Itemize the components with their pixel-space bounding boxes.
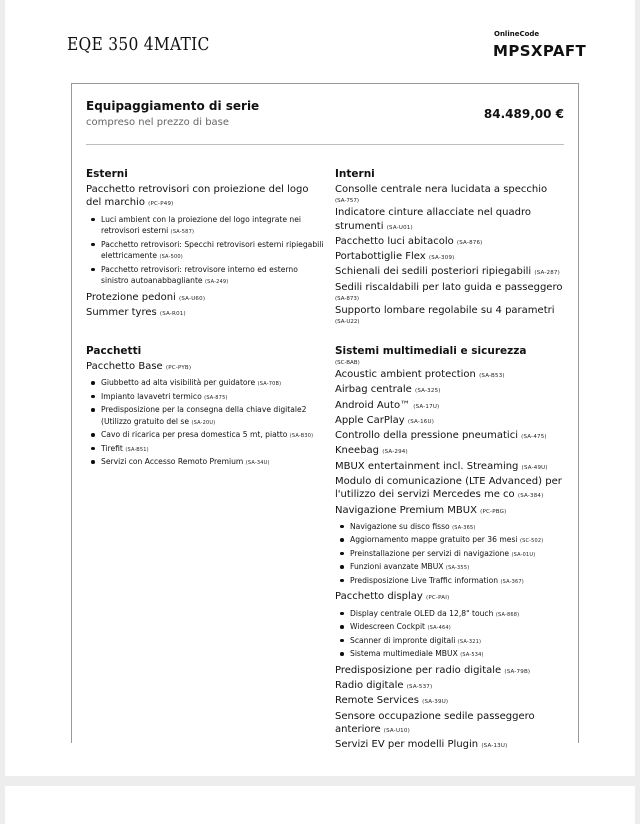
list-item: Modulo di comunicazione (LTE Advanced) per l'utilizzo dei servizi Mercedes me co (SA-384) <box>335 476 562 501</box>
divider <box>86 144 564 145</box>
section-title: Esterni <box>86 168 128 180</box>
sub-list <box>90 214 324 289</box>
item-code: (PC-P49) <box>148 201 174 208</box>
section-title: Pacchetti <box>86 345 142 357</box>
item-label: Pacchetto retrovisori con proiezione del logo del marchio <box>86 184 309 209</box>
list-item: Predisposizione per radio digitale (SA-79B) <box>335 664 531 676</box>
list-item <box>86 183 324 212</box>
section-multimedia <box>335 344 573 754</box>
sub-list <box>339 608 573 662</box>
list-item: Supporto lombare regolabile su 4 parametri (SA-U22) <box>335 305 555 326</box>
sub-list-item: Scanner di impronte digitali (SA-321) <box>339 635 573 649</box>
list-item: Portabottiglie Flex (SA-309) <box>335 251 455 263</box>
list-item: Indicatore cinture allacciate nel quadro strumenti (SA-U01) <box>335 207 531 232</box>
next-page <box>5 786 635 824</box>
section-code: (SC-BAB) <box>335 360 360 366</box>
list-item: Radio digitale (SA-537) <box>335 680 433 692</box>
list-item: Pacchetto display (PC-PAI) <box>335 591 450 603</box>
standard-equipment-title: Equipaggiamento di serie <box>86 99 260 113</box>
sub-list-item: Preinstallazione per servizi di navigazione (SA-01U) <box>339 548 573 562</box>
list-item: Apple CarPlay (SA-16U) <box>335 414 435 426</box>
sub-list-item: Predisposizione Live Traffic information (SA-367) <box>339 575 573 589</box>
sub-list-item: Predisposizione per la consegna della chiave digitale2 (Utilizzo gratuito del se (SA-20U) <box>90 404 324 429</box>
online-code-label: OnlineCode <box>494 30 540 38</box>
sub-list-item: Widescreen Cockpit (SA-464) <box>339 621 573 635</box>
list-item: Sedili riscaldabili per lato guida e passeggero (SA-873) <box>335 281 563 303</box>
sub-list-item: Navigazione su disco fisso (SA-365) <box>339 521 573 535</box>
list-item: Consolle centrale nera lucidata a specchio (SA-757) <box>335 184 548 205</box>
list-item: Servizi EV per modelli Plugin (SA-13U) <box>335 739 508 751</box>
sub-list <box>90 377 324 470</box>
sub-list-item: Tirefit (SA-B51) <box>90 443 324 457</box>
list-item: Summer tyres (SA-R01) <box>86 306 186 318</box>
list-item: Acoustic ambient protection (SA-B53) <box>335 369 505 380</box>
sub-list-item: Pacchetto retrovisori: retrovisore interno ed esterno sinistro autoanabbagliante (SA-249) <box>90 264 324 289</box>
sub-list-item: Servizi con Accesso Remoto Premium (SA-34U) <box>90 456 324 470</box>
sub-list-item: Aggiornamento mappe gratuito per 36 mesi (SC-502) <box>339 534 573 548</box>
list-item: Pacchetto Base (PC-PYB) <box>86 361 192 372</box>
online-code-value: MPSXPAFT <box>493 42 587 60</box>
document-page <box>5 0 635 776</box>
sub-list-item: Display centrale OLED da 12,8" touch (SA-868) <box>339 608 573 622</box>
list-item: Schienali dei sedili posteriori ripiegabili (SA-287) <box>335 266 560 278</box>
list-item: Protezione pedoni (SA-U60) <box>86 291 206 303</box>
list-item: Remote Services (SA-39U) <box>335 695 449 707</box>
list-item: MBUX entertainment incl. Streaming (SA-49U) <box>335 460 548 472</box>
list-item: Navigazione Premium MBUX (PC-PBG) <box>335 504 507 516</box>
base-price: 84.489,00 € <box>483 107 564 121</box>
list-item: Kneebag (SA-294) <box>335 445 408 457</box>
list-item: Airbag centrale (SA-325) <box>335 384 441 396</box>
sub-list-item: Pacchetto retrovisori: Specchi retrovisori esterni ripiegabili elettricamente (SA-500) <box>90 239 324 264</box>
list-item: Controllo della pressione pneumatici (SA-475) <box>335 430 547 442</box>
equipment-box <box>71 83 579 751</box>
section-pacchetti <box>86 344 324 472</box>
sub-list-item: Funzioni avanzate MBUX (SA-355) <box>339 561 573 575</box>
sub-list-item: Luci ambient con la proiezione del logo integrate nei retrovisori esterni (SA-587) <box>90 214 324 239</box>
sub-list-item: Impianto lavavetri termico (SA-875) <box>90 391 324 405</box>
list-item: Android Auto™ (SA-17U) <box>335 399 440 411</box>
list-item: Pacchetto luci abitacolo (SA-876) <box>335 235 483 247</box>
list-item: Sensore occupazione sedile passeggero anteriore (SA-U10) <box>335 710 535 735</box>
section-interni <box>335 167 573 327</box>
sub-list-item: Giubbetto ad alta visibilità per guidatore (SA-70B) <box>90 377 324 391</box>
section-title: Sistemi multimediali e sicurezza <box>335 345 527 357</box>
sub-list-item: Sistema multimediale MBUX (SA-534) <box>339 648 573 662</box>
model-name: EQE 350 4MATIC <box>67 34 210 55</box>
sub-list <box>339 521 573 589</box>
standard-equipment-subtitle: compreso nel prezzo di base <box>86 117 230 128</box>
sub-list-item: Cavo di ricarica per presa domestica 5 mt, piatto (SA-B30) <box>90 429 324 443</box>
section-esterni <box>86 167 324 321</box>
section-title: Interni <box>335 168 375 180</box>
